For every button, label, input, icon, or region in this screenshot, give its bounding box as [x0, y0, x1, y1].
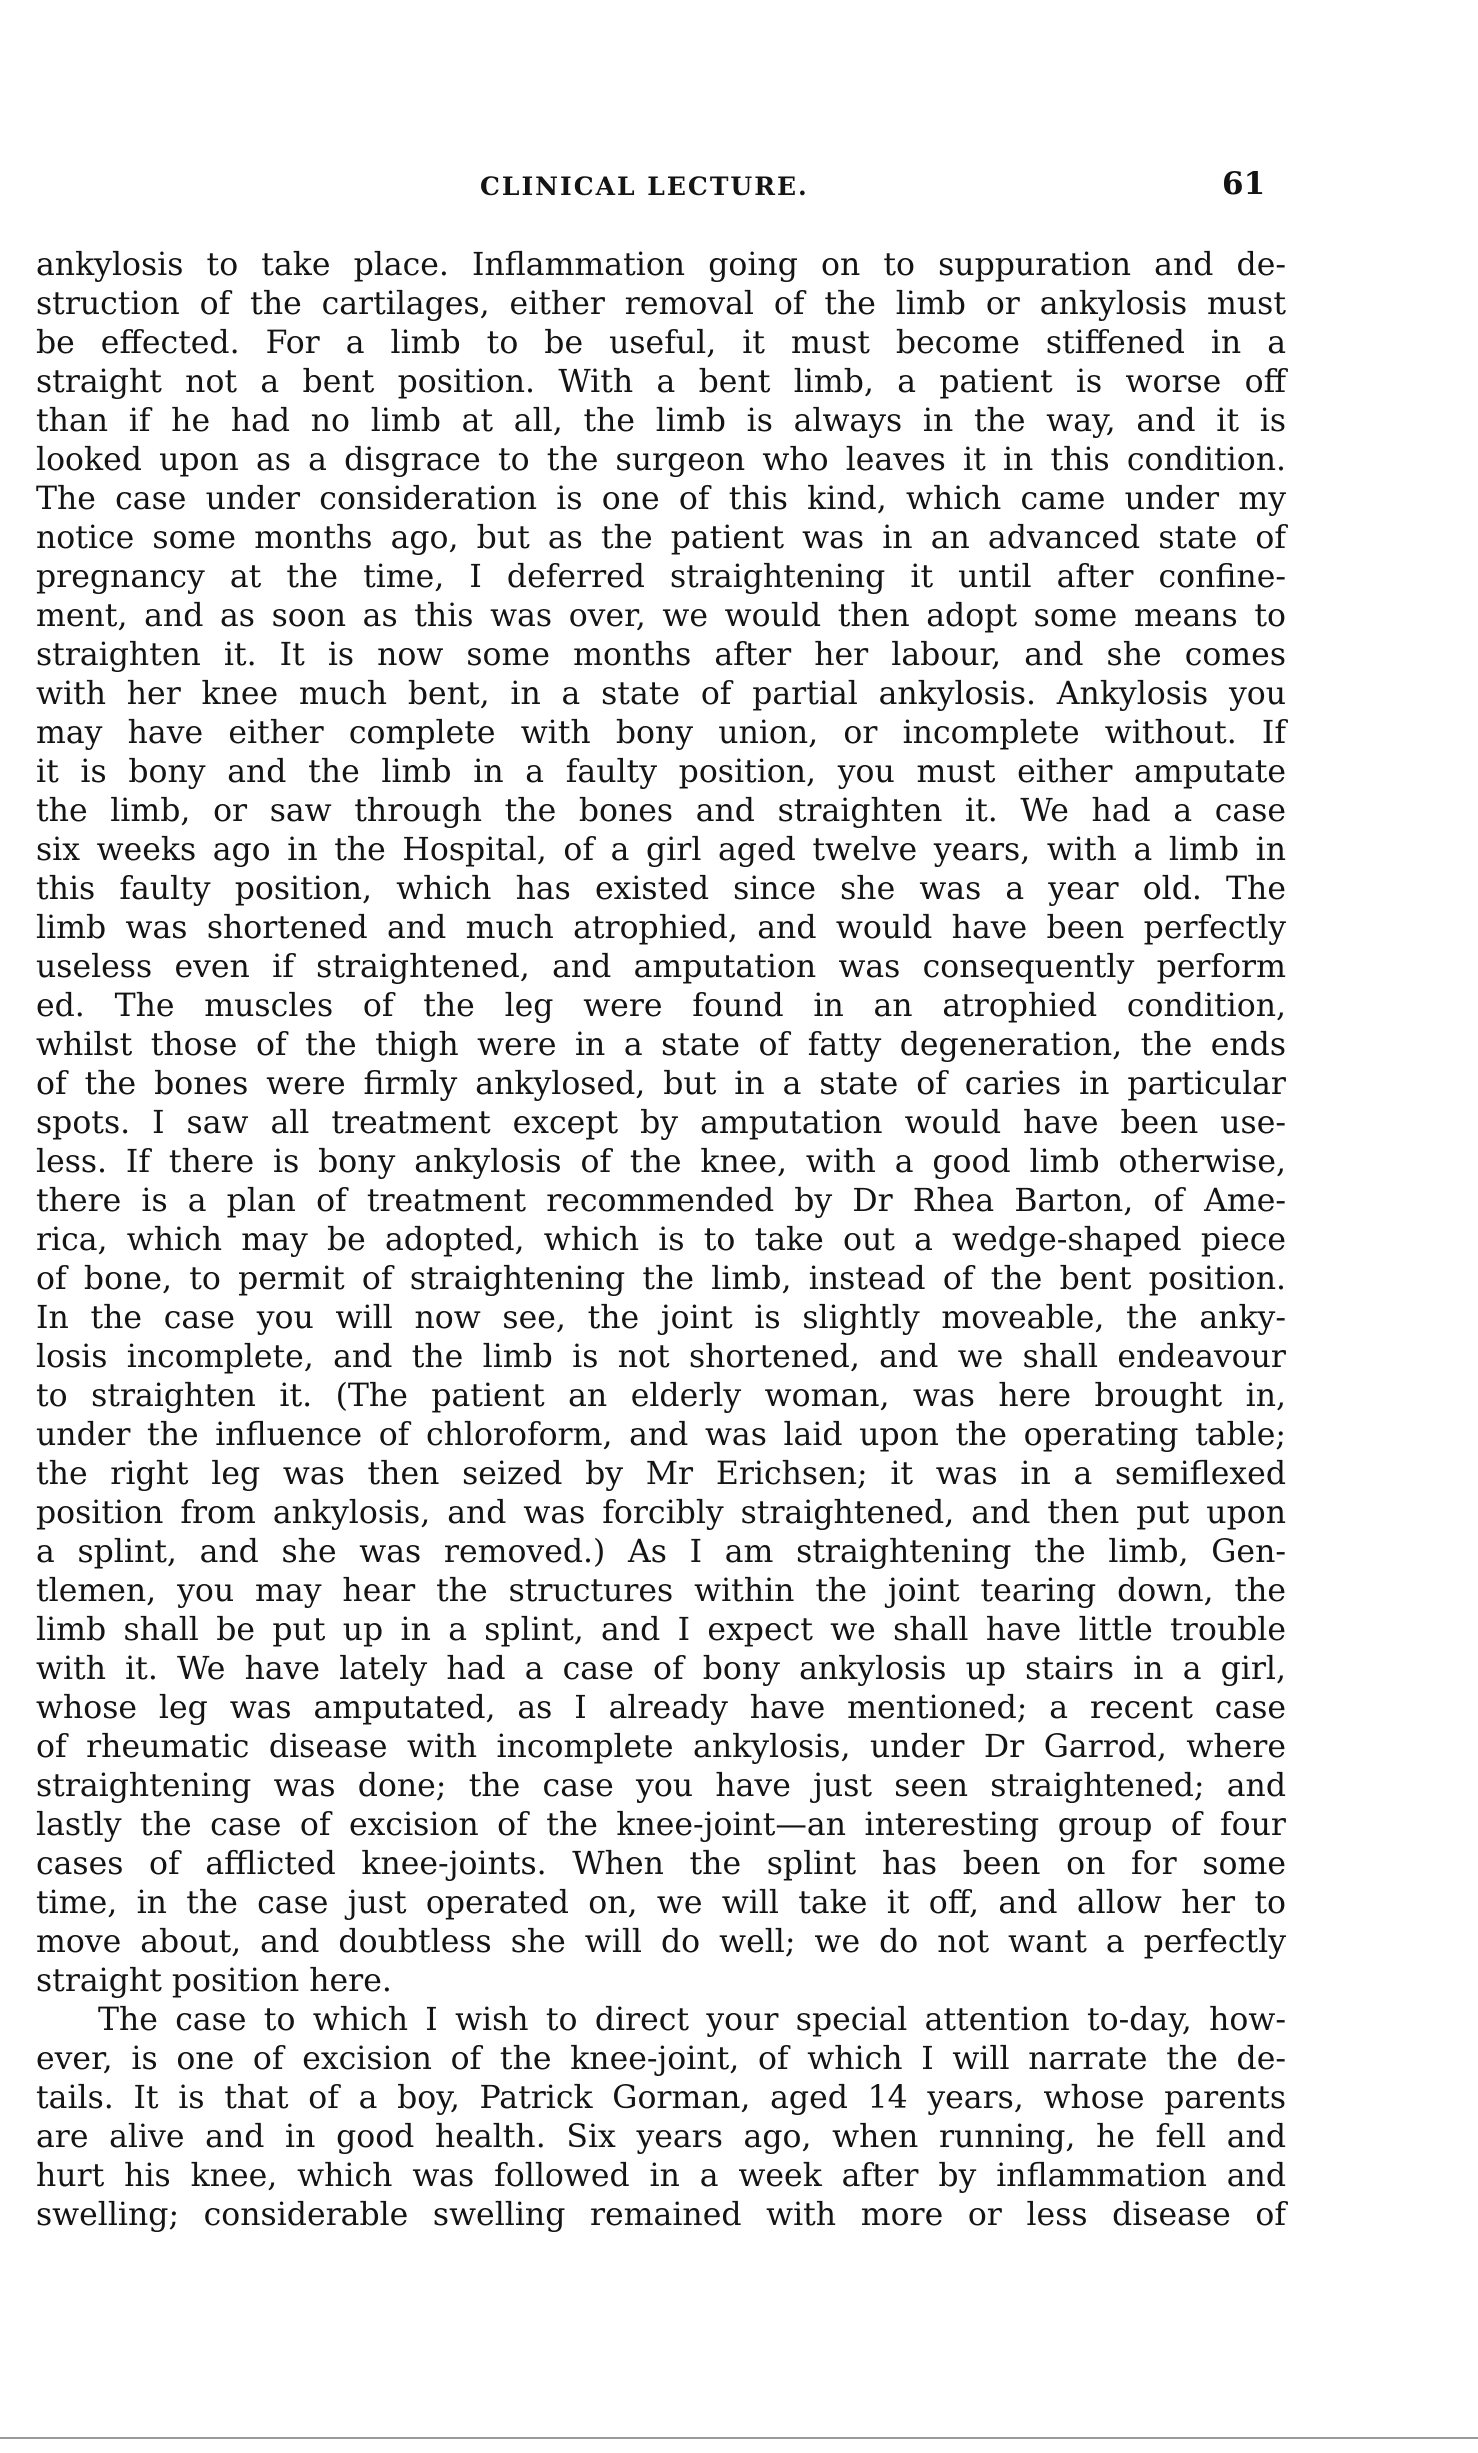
text-line: time, in the case just operated on, we will take it off, and allow her to [36, 1885, 1286, 1921]
text-line: may have either complete with bony union, or incomplete without. If [36, 715, 1286, 751]
text-line: are alive and in good health. Six years ago, when running, he fell and [36, 2119, 1286, 2155]
text-line: tails. It is that of a boy, Patrick Gorman, aged 14 years, whose parents [36, 2080, 1286, 2116]
text-line: of rheumatic disease with incomplete ankylosis, under Dr Garrod, where [36, 1729, 1286, 1765]
text-line: ever, is one of excision of the knee-joint, of which I will narrate the de- [36, 2041, 1286, 2077]
text-line: lastly the case of excision of the knee-joint—an interesting group of four [36, 1807, 1286, 1843]
text-line: The case under consideration is one of this kind, which came under my [36, 481, 1286, 517]
text-line: under the influence of chloroform, and was laid upon the operating table; [36, 1417, 1286, 1453]
text-line: with her knee much bent, in a state of partial ankylosis. Ankylosis you [36, 676, 1286, 712]
text-line: position from ankylosis, and was forcibly straightened, and then put upon [36, 1495, 1286, 1531]
text-line: less. If there is bony ankylosis of the knee, with a good limb otherwise, [36, 1144, 1286, 1180]
text-line: there is a plan of treatment recommended by Dr Rhea Barton, of Ame- [36, 1183, 1286, 1219]
text-line: In the case you will now see, the joint is slightly moveable, the anky- [36, 1300, 1286, 1336]
bottom-rule [0, 2437, 1478, 2439]
text-line: ankylosis to take place. Inflammation going on to suppuration and de- [36, 247, 1286, 283]
text-line: the limb, or saw through the bones and straighten it. We had a case [36, 793, 1286, 829]
text-line: limb was shortened and much atrophied, and would have been perfectly [36, 910, 1286, 946]
text-line: swelling; considerable swelling remained with more or less disease of [36, 2197, 1286, 2233]
text-line: the right leg was then seized by Mr Erichsen; it was in a semiflexed [36, 1456, 1286, 1492]
text-line: notice some months ago, but as the patient was in an advanced state of [36, 520, 1286, 556]
text-line: The case to which I wish to direct your special attention to-day, how- [98, 2002, 1286, 2038]
text-line: this faulty position, which has existed since she was a year old. The [36, 871, 1286, 907]
text-line: pregnancy at the time, I deferred straightening it until after confine- [36, 559, 1286, 595]
text-line: looked upon as a disgrace to the surgeon who leaves it in this condition. [36, 442, 1286, 478]
text-line: straightening was done; the case you have just seen straightened; and [36, 1768, 1286, 1804]
running-head [0, 166, 1478, 212]
text-line: whose leg was amputated, as I already have mentioned; a recent case [36, 1690, 1286, 1726]
body-text [36, 246, 1286, 2235]
text-line: to straighten it. (The patient an elderly woman, was here brought in, [36, 1378, 1286, 1414]
text-line: straighten it. It is now some months after her labour, and she comes [36, 637, 1286, 673]
text-line: it is bony and the limb in a faulty position, you must either amputate [36, 754, 1286, 790]
text-line: six weeks ago in the Hospital, of a girl aged twelve years, with a limb in [36, 832, 1286, 868]
text-line: a splint, and she was removed.) As I am straightening the limb, Gen- [36, 1534, 1286, 1570]
text-line: of the bones were firmly ankylosed, but in a state of caries in particular [36, 1066, 1286, 1102]
text-line: ed. The muscles of the leg were found in an atrophied condition, [36, 988, 1286, 1024]
text-line: limb shall be put up in a splint, and I expect we shall have little trouble [36, 1612, 1286, 1648]
text-line: with it. We have lately had a case of bony ankylosis up stairs in a girl, [36, 1651, 1286, 1687]
text-line: tlemen, you may hear the structures within the joint tearing down, the [36, 1573, 1286, 1609]
text-line: than if he had no limb at all, the limb is always in the way, and it is [36, 403, 1286, 439]
text-line: be effected. For a limb to be useful, it must become stiffened in a [36, 325, 1286, 361]
text-line: of bone, to permit of straightening the limb, instead of the bent position. [36, 1261, 1286, 1297]
text-line: cases of afflicted knee-joints. When the splint has been on for some [36, 1846, 1286, 1882]
running-title: CLINICAL LECTURE. [480, 172, 809, 201]
text-line: whilst those of the thigh were in a state of fatty degeneration, the ends [36, 1027, 1286, 1063]
text-line: useless even if straightened, and amputation was consequently perform [36, 949, 1286, 985]
text-line: spots. I saw all treatment except by amputation would have been use- [36, 1105, 1286, 1141]
page-number: 61 [1222, 166, 1266, 202]
text-line: ment, and as soon as this was over, we would then adopt some means to [36, 598, 1286, 634]
text-line: rica, which may be adopted, which is to take out a wedge-shaped piece [36, 1222, 1286, 1258]
text-line: move about, and doubtless she will do well; we do not want a perfectly [36, 1924, 1286, 1960]
text-line: straight position here. [36, 1963, 392, 1999]
text-line: losis incomplete, and the limb is not shortened, and we shall endeavour [36, 1339, 1286, 1375]
text-line: struction of the cartilages, either removal of the limb or ankylosis must [36, 286, 1286, 322]
text-line: straight not a bent position. With a bent limb, a patient is worse off [36, 364, 1286, 400]
text-line: hurt his knee, which was followed in a week after by inflammation and [36, 2158, 1286, 2194]
